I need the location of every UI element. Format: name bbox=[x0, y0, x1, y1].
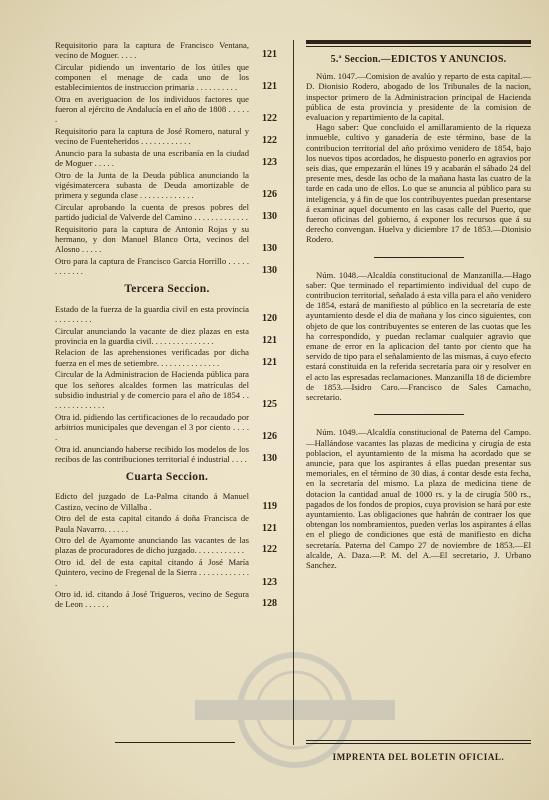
index-entry bbox=[55, 148, 279, 168]
index-entry-page: 122 bbox=[262, 544, 277, 556]
index-entry-page: 119 bbox=[262, 500, 277, 512]
index-entry bbox=[55, 557, 279, 588]
index-list-tercera-section bbox=[55, 304, 279, 465]
index-entry-page: 125 bbox=[262, 399, 277, 410]
footer-rule-bottom bbox=[306, 743, 531, 744]
index-entry-text: Otra id. anunciando haberse recibido los modelos de los recibos de las contribuciones territorial é industrial . . . . bbox=[55, 443, 249, 465]
notice-separator bbox=[374, 414, 464, 415]
thick-rule bbox=[306, 40, 531, 44]
index-entry bbox=[55, 444, 279, 464]
index-entry bbox=[55, 589, 279, 609]
notice-1048: Núm. 1048.—Alcaldía constitucional de Manzanilla.—Hago saber: Que terminado el repartimiento individual del cupo de contribucion territorial, señalado á esta villa para el año venidero de 1854, estará de manifiesto al público en la secretaría de este ayuntamiento desde el dia de mañana y los cinco siguientes, con objeto de que los contribuyentes se enteren de las cuotas que les ha correspondido, y puedan reclamar cualquier agravio que emane de error en la aplicacion del tanto por ciento que ha servido de tipo para el señalamiento de las mismas, á cuyo efecto estará constituida en la referida secretaría para oir y resolver en el acto las espresadas reclamaciones. Manzanilla 18 de diciembre de 1853.—Isidro Caro.—Francisco de Sales Camacho, secretario. bbox=[306, 269, 532, 403]
cuarta-seccion-title: Cuarta Seccion. bbox=[125, 471, 209, 484]
index-entry-text: Edicto del juzgado de La-Palma citando á Manuel Castizo, vecino de Villalba . bbox=[55, 491, 249, 512]
column-divider bbox=[293, 40, 294, 745]
index-entry-page: 123 bbox=[262, 157, 277, 169]
index-entry bbox=[55, 304, 279, 324]
index-entry-text: Requisitorio para la captura de José Romero, natural y vecino de Fuenteheridos . . . . . . . . . . . . bbox=[55, 126, 249, 147]
index-entry-page: 126 bbox=[262, 431, 277, 443]
notice-1049: Núm. 1049.—Alcaldía constitucional de Paterna del Campo.—Hallándose vacantes las plazas de medicina y cirugía de esta poblacion, el ayuntamiento de la misma ha acordado que se anuncie, para que los aspirantes á ellas puedan presentar sus memoriales, en el término de 30 dias, á contar desde esta fecha, en la secretaría del mismo. La plaza de medicina tiene de dotacion la cantidad anual de 1000 rs. y la de cirugía 500 rs., pagados de los fondos de propios, cuya provision se hará por este ayuntamiento. Las obligaciones que habrán de contraer los que obtengan los nombramientos, pueden verlas los aspirantes á ellas en el pliego de condiciones que está de manifiesto en dicha secretaría. Paterna del Campo 27 de noviembre de 1853.—El alcalde, A. Daza.—P. M. del A.—El secretario, J. Urbano Sanchez. bbox=[306, 427, 531, 570]
index-entry-text: Requisitorio para la captura de Francisco Ventana, vecino de Moguer. . . . . bbox=[55, 40, 249, 61]
imprenta-label: IMPRENTA DEL BOLETIN OFICIAL. bbox=[332, 752, 505, 762]
index-entry bbox=[55, 256, 279, 276]
index-entry-page: 130 bbox=[262, 243, 277, 255]
index-entry-page: 123 bbox=[262, 576, 277, 588]
index-entry-text: Otro id. id. citando á José Trigueros, vecino de Segura de Leon . . . . . . bbox=[55, 589, 249, 610]
index-entry-text: Anuncio para la subasta de una escribanía en la ciudad de Moguer . . . . . bbox=[55, 148, 249, 169]
index-entry bbox=[55, 412, 279, 443]
notice-1047-header: Núm. 1047.—Comision de avalúo y reparto de esta capital.—D. Dionisio Rodero, abogado de los Tribunales de la nacion, inspector primero de la Administracion principal de Hacienda pública de esta provincia y presidente de la comision de evaluacion y repartimiento de la capital. bbox=[306, 71, 531, 123]
index-column bbox=[55, 40, 279, 611]
index-entry-text: Otro del de esta capital citando á doña Francisca de Paula Navarro. . . . . . bbox=[55, 513, 249, 534]
footer-rule-top bbox=[306, 740, 531, 741]
notice-separator bbox=[374, 257, 464, 258]
index-entry bbox=[55, 62, 279, 93]
index-entry-page: 121 bbox=[262, 49, 277, 61]
index-entry-page: 122 bbox=[262, 135, 277, 147]
imprenta-footer bbox=[306, 740, 531, 762]
index-entry-page: 121 bbox=[262, 356, 277, 368]
index-entry-page: 122 bbox=[262, 113, 277, 125]
index-entry-text: Otro de la Junta de la Deuda pública anunciando la vigésimatercera subasta de Deuda amortizable de primera y segunda clase . . . . . . . . . . . . . bbox=[55, 169, 249, 201]
index-entry bbox=[55, 491, 279, 511]
index-entry bbox=[55, 513, 279, 533]
index-entry-text: Circular anunciando la vacante de diez plazas en esta provincia en la guardia civil. . . . . . . . . . . . . . . bbox=[55, 325, 249, 346]
index-entry-page: 121 bbox=[262, 81, 277, 93]
index-entry-page: 126 bbox=[262, 189, 277, 201]
index-entry-page: 128 bbox=[262, 598, 277, 610]
index-entry bbox=[55, 535, 279, 555]
index-entry bbox=[55, 369, 279, 410]
index-entry-text: Otro para la captura de Francisco Garcia Horrillo . . . . . . . . . . . . bbox=[55, 256, 249, 277]
notice-1047-body: Hago saber: Que concluido el amillaramiento de la riqueza inmueble, cultivo y ganadería de este término, base de la contribucion territorial del año próximo venidero de 1854, bajo los nuevos tipos acordados, he dispuesto ponerlo en agravios por seis dias, que empezarán el lúnes 19 y acabarán el sábado 24 del presente mes, desde las ocho de la mañana hasta las cuatro de la tarde en cada uno de ellos. Lo que se anuncia al público para su inteligencia, y á fin de que los contribuyentes puedan presentarse á examinar aquel documento en las casas calle del Puerto, que fueron oficinas del gobierno, á exponer los recursos que á su derecho convengan. Huelva y diciembre 17 de 1853.—Dionisio Rodero. bbox=[306, 122, 531, 245]
thin-rule bbox=[306, 46, 531, 47]
index-entry-text: Circular pidiendo un inventario de los útiles que componen el menage de cada uno de los establecimientos de instruccion primaria . . . . . . . . . . bbox=[55, 61, 249, 93]
index-entry bbox=[55, 126, 279, 146]
edicts-column bbox=[306, 40, 531, 570]
index-entry-text: Otro id. del de esta capital citando á José María Quintero, vecino de Fregenal de la Sierra . . . . . . . . . . . . . bbox=[55, 557, 249, 588]
index-list-second-section bbox=[55, 40, 279, 276]
index-entry-text: Circular aprobando la cuenta de presos pobres del partido judicial de Valverde del Camino . . . . . . . . . . . . . bbox=[55, 202, 249, 223]
index-entry-page: 130 bbox=[262, 265, 277, 277]
index-entry-page: 120 bbox=[262, 312, 277, 324]
index-entry bbox=[55, 202, 279, 222]
index-entry bbox=[55, 94, 279, 125]
index-entry bbox=[55, 224, 279, 255]
index-entry-page: 130 bbox=[262, 211, 277, 223]
index-list-cuarta-section bbox=[55, 491, 279, 609]
index-entry-text: Relacion de las aprehensiones verificadas por dicha fuerza en el mes de setiembre. . . . . . . . . . . . . . . bbox=[55, 347, 249, 368]
index-entry bbox=[55, 170, 279, 201]
index-entry-page: 121 bbox=[262, 522, 277, 534]
index-entry bbox=[55, 40, 279, 60]
index-entry-text: Estado de la fuerza de la guardia civil en esta provincia . . . . . . . . . bbox=[55, 303, 249, 324]
index-entry-text: Otro del de Ayamonte anunciando las vacantes de las plazas de procuradores de dicho juzgado. . . . . . . . . . . . bbox=[55, 535, 249, 556]
index-entry-text: Requisitorio para la captura de Antonio Rojas y su hermano, y don Manuel Blanco Orta, vecinos del Alosno . . . . . bbox=[55, 223, 249, 255]
index-entry-text: Circular de la Administracion de Hacienda pública para que los señores alcaldes formen las matrículas del subsidio industrial y de comercio para el año de 1854 . . . . . . . . . . . . . . bbox=[55, 369, 249, 410]
quinta-seccion-title: 5.ª Seccion.—EDICTOS Y ANUNCIOS. bbox=[330, 54, 507, 65]
index-entry bbox=[55, 326, 279, 346]
index-entry-page: 121 bbox=[262, 334, 277, 346]
tercera-seccion-title: Tercera Seccion. bbox=[124, 283, 210, 296]
index-entry-text: Otra en averiguacion de los individuos factores que fueron al ejército de Andalucía en el año de 1808 . . . . . . bbox=[55, 94, 249, 125]
index-entry-page: 130 bbox=[262, 453, 277, 465]
footer-rule bbox=[115, 742, 235, 743]
index-entry-text: Otra id. pidiendo las certificaciones de lo recaudado por arbitrios municipales que devengan el 3 por ciento . . . . . bbox=[55, 411, 249, 443]
index-entry bbox=[55, 347, 279, 367]
